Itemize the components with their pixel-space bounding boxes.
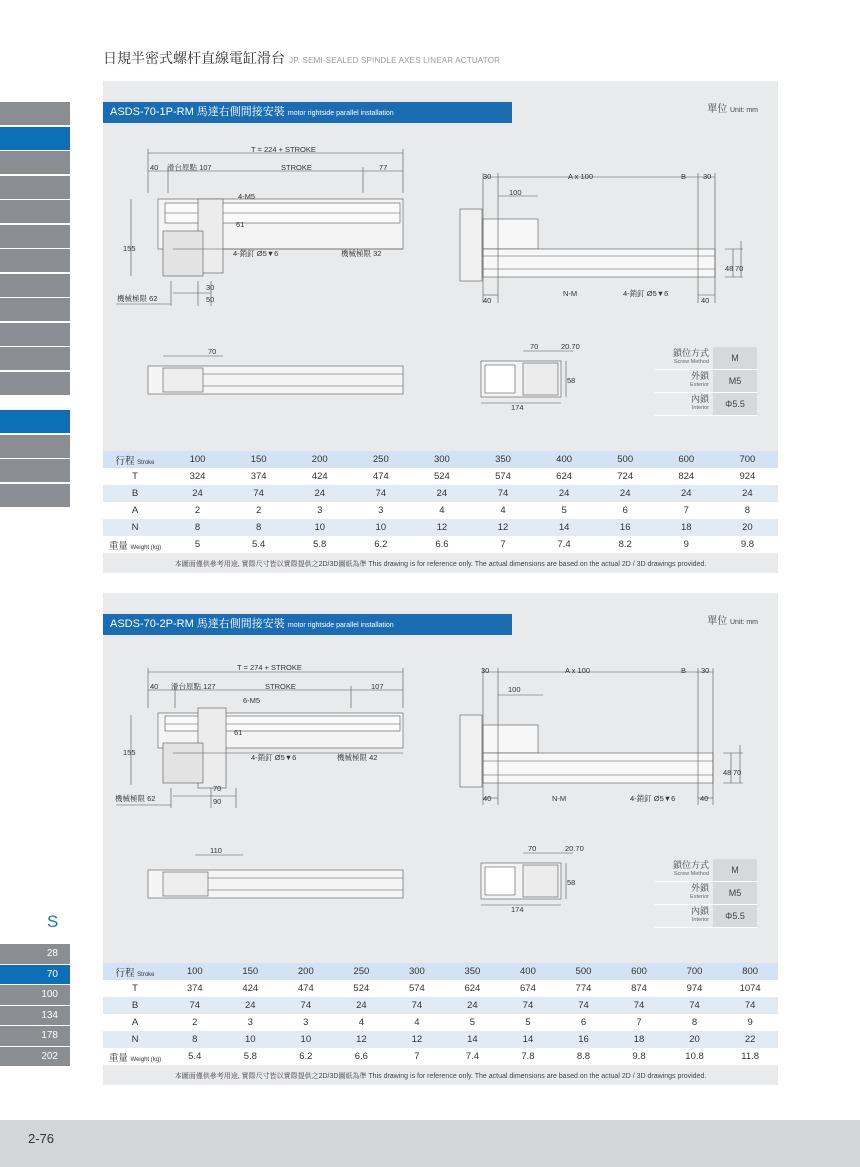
row-label: T (103, 980, 167, 997)
spec-table (655, 347, 757, 416)
footer-bar (0, 1120, 860, 1167)
table-row (103, 485, 778, 502)
dim-pin: 4-銷釘 Ø5▼6 (233, 249, 279, 258)
dim-pin: 4-銷釘 Ø5▼6 (251, 753, 297, 762)
table-cell: 12 (334, 1031, 390, 1048)
table-cell: 8 (667, 1014, 723, 1031)
unit-zh: 單位 (707, 616, 728, 627)
sidebar-tab[interactable] (0, 176, 70, 199)
dim-left: 40 (150, 682, 159, 691)
sidebar-tab[interactable] (0, 372, 70, 395)
spec-key-zh: 外鎖 (690, 371, 709, 381)
row-label: A (103, 1014, 167, 1031)
dim-origin: 滑台原點 127 (171, 682, 216, 691)
stroke-label-en: Stroke (137, 971, 155, 978)
rdim-nm: N-M (552, 794, 567, 803)
row-label (103, 1048, 167, 1065)
table-row (103, 536, 778, 553)
stroke-cell: 350 (445, 963, 501, 980)
spec-key (655, 859, 713, 882)
table-cell: 624 (445, 980, 501, 997)
dim-limit-left: 機械極限 62 (117, 294, 158, 303)
table-cell: 74 (350, 485, 411, 502)
table-cell: 5.4 (167, 1048, 223, 1065)
section-title-en: motor rightside parallel installation (287, 622, 394, 629)
table-cell: 574 (472, 468, 533, 485)
edim-58: 58 (567, 376, 576, 385)
dim-30: 70 (213, 784, 222, 793)
stroke-label-en: Stroke (137, 459, 155, 466)
table-cell: 474 (350, 468, 411, 485)
series-nav (0, 944, 70, 1067)
spec-key-zh: 鎖位方式 (672, 860, 709, 870)
table-cell: 74 (167, 997, 223, 1014)
stroke-label (103, 451, 167, 468)
table-cell: 5 (445, 1014, 501, 1031)
table-cell: 24 (717, 485, 778, 502)
dim-h155: 155 (123, 748, 136, 757)
stroke-cell: 400 (534, 451, 595, 468)
table-cell: 18 (611, 1031, 667, 1048)
stroke-label-zh: 行程 (115, 967, 135, 979)
rdim-ax100: A x 100 (568, 172, 594, 181)
bdim-110: 110 (210, 846, 222, 855)
dim-50: 50 (206, 295, 215, 304)
table-cell: 2 (167, 502, 228, 519)
table-cell: 424 (289, 468, 350, 485)
spec-value: M5 (713, 882, 757, 905)
dim-tap: 4-M5 (238, 192, 256, 201)
spec-key (655, 370, 713, 393)
table-cell: 524 (334, 980, 390, 997)
rdim-30a: 30 (483, 172, 492, 181)
table-cell: 8 (167, 1031, 223, 1048)
series-item[interactable]: 28 (0, 944, 70, 964)
table-cell: 74 (500, 997, 556, 1014)
table-cell: 6 (556, 1014, 612, 1031)
table-cell: 624 (534, 468, 595, 485)
spec-key-en: Screw Method (673, 871, 709, 877)
rdim-40a: 40 (483, 794, 492, 803)
spec-table (655, 859, 757, 928)
row-label: B (103, 997, 167, 1014)
stroke-cell: 200 (289, 451, 350, 468)
reference-note: 本圖面僅供參考用途, 實際尺寸皆以實際提供之2D/3D圖紙為準 This drawing is for reference only. The actual dimensions are based on the actual 2D / 3D drawings provided. (174, 1073, 707, 1080)
stroke-cell: 150 (223, 963, 279, 980)
spec-key (655, 393, 713, 416)
table-cell: 12 (411, 519, 472, 536)
edim-58: 58 (567, 878, 576, 887)
table-row (103, 468, 778, 485)
row-label: B (103, 485, 167, 502)
dim-tap: 6-M5 (243, 696, 261, 705)
table-cell: 824 (656, 468, 717, 485)
table-cell: 8 (167, 519, 228, 536)
table-cell: 22 (722, 1031, 778, 1048)
table-cell: 10 (223, 1031, 279, 1048)
dim-limit-right: 機械極限 42 (337, 753, 378, 762)
table-cell: 5.8 (289, 536, 350, 553)
table-cell: 14 (500, 1031, 556, 1048)
table-cell: 12 (472, 519, 533, 536)
table-cell: 324 (167, 468, 228, 485)
rdim-b: B (681, 172, 687, 181)
dim-right: 77 (379, 163, 388, 172)
table-row (103, 1014, 778, 1031)
table-cell: 374 (167, 980, 223, 997)
sidebar-tab[interactable] (0, 484, 70, 507)
table-cell: 10 (350, 519, 411, 536)
spec-key-zh: 鎖位方式 (672, 348, 709, 358)
table-row (103, 997, 778, 1014)
table-header-row (103, 963, 778, 980)
dim-30: 30 (206, 283, 215, 292)
table-cell: 3 (289, 502, 350, 519)
spec-value: Φ5.5 (713, 393, 757, 416)
table-cell: 8.8 (556, 1048, 612, 1065)
table-cell: 5 (167, 536, 228, 553)
table-cell: 20 (717, 519, 778, 536)
table-cell: 4 (472, 502, 533, 519)
bdim-70: 70 (208, 347, 217, 356)
table-cell: 2 (228, 502, 289, 519)
sidebar-tab[interactable] (0, 225, 70, 248)
unit-en: Unit: mm (730, 107, 758, 114)
table-cell: 6.6 (411, 536, 472, 553)
table-cell: 24 (595, 485, 656, 502)
table-cell: 9.8 (611, 1048, 667, 1065)
row-label-en: Weight (kg) (130, 1056, 162, 1063)
row-label-zh: 重量 (108, 1052, 128, 1064)
spec-key-en: Interior (691, 917, 709, 923)
rdim-b: B (681, 666, 687, 675)
row-label-zh: 重量 (108, 540, 128, 552)
spec-row (655, 859, 757, 882)
stroke-cell: 150 (228, 451, 289, 468)
stroke-cell: 700 (717, 451, 778, 468)
stroke-cell: 600 (611, 963, 667, 980)
table-cell: 24 (334, 997, 390, 1014)
table-cell: 5 (500, 1014, 556, 1031)
table-cell: 14 (445, 1031, 501, 1048)
table-cell: 24 (411, 485, 472, 502)
rdim-100: 100 (508, 685, 521, 694)
table-cell: 4 (334, 1014, 390, 1031)
stroke-cell: 350 (472, 451, 533, 468)
stroke-cell: 400 (500, 963, 556, 980)
section-title-zh: ASDS-70-1P-RM 馬達右側間接安裝 (110, 106, 285, 118)
table-row (103, 980, 778, 997)
edim-174: 174 (511, 403, 524, 412)
page-title-en: JP. SEMI-SEALED SPINDLE AXES LINEAR ACTUATOR (289, 56, 501, 65)
table-row (103, 502, 778, 519)
sidebar-tab[interactable] (0, 323, 70, 346)
dim-limit-left: 機械極限 62 (115, 794, 156, 803)
spec-key (655, 905, 713, 928)
reference-note: 本圖面僅供參考用途, 實際尺寸皆以實際提供之2D/3D圖紙為準 This drawing is for reference only. The actual dimensions are based on the actual 2D / 3D drawings provided. (174, 561, 707, 568)
sidebar-tab[interactable] (0, 249, 70, 272)
dim-limit-right: 機械極限 32 (341, 249, 382, 258)
stroke-cell: 800 (722, 963, 778, 980)
spec-key-en: Exterior (690, 382, 709, 388)
spec-key (655, 347, 713, 370)
rdim-100: 100 (509, 188, 522, 197)
table-cell: 8.2 (595, 536, 656, 553)
row-label: N (103, 1031, 167, 1048)
table-cell: 7 (611, 1014, 667, 1031)
table-cell: 924 (717, 468, 778, 485)
edim-2070: 20.70 (565, 844, 584, 853)
section-2p-panel (103, 593, 778, 1085)
sidebar-tab[interactable] (0, 347, 70, 370)
spec-value: M (713, 347, 757, 370)
sidebar-tab[interactable] (0, 435, 70, 458)
series-item[interactable]: 178 (0, 1026, 70, 1046)
rdim-30b: 30 (703, 172, 712, 181)
series-item[interactable]: 100 (0, 985, 70, 1005)
sidebar-tab[interactable] (0, 298, 70, 321)
rdim-30a: 30 (481, 666, 490, 675)
stroke-cell: 500 (556, 963, 612, 980)
table-cell: 24 (167, 485, 228, 502)
spec-key-en: Interior (691, 405, 709, 411)
table-cell: 474 (278, 980, 334, 997)
dim-left: 40 (150, 163, 159, 172)
table-cell: 9 (656, 536, 717, 553)
row-label (103, 536, 167, 553)
table-cell: 10 (289, 519, 350, 536)
table-cell: 10 (278, 1031, 334, 1048)
sidebar-letter: S (47, 912, 59, 931)
dim-origin: 滑台原點 107 (167, 163, 212, 172)
table-cell: 12 (389, 1031, 445, 1048)
dim-right: 107 (371, 682, 384, 691)
unit-zh: 單位 (707, 104, 728, 115)
spec-row (655, 347, 757, 370)
row-label: N (103, 519, 167, 536)
rdim-48: 48 (723, 768, 732, 777)
row-label: T (103, 468, 167, 485)
table-cell: 74 (389, 997, 445, 1014)
table-cell: 24 (445, 997, 501, 1014)
stroke-cell: 250 (334, 963, 390, 980)
table-cell: 7 (656, 502, 717, 519)
table-cell: 9.8 (717, 536, 778, 553)
sidebar-tab[interactable] (0, 151, 70, 174)
table-cell: 574 (389, 980, 445, 997)
spec-key-en: Screw Method (673, 359, 709, 365)
edim-70: 70 (528, 844, 537, 853)
table-cell: 14 (534, 519, 595, 536)
table-cell: 724 (595, 468, 656, 485)
table-cell: 74 (278, 997, 334, 1014)
table-cell: 24 (656, 485, 717, 502)
sidebar-tab[interactable] (0, 274, 70, 297)
dim-50: 90 (213, 797, 222, 806)
row-label-en: Weight (kg) (130, 544, 162, 551)
table-row (103, 519, 778, 536)
spec-key (655, 882, 713, 905)
series-item[interactable]: 202 (0, 1047, 70, 1067)
rdim-nm: N-M (563, 289, 578, 298)
rdim-48: 48 (725, 264, 734, 273)
dim-total: T = 274 + STROKE (237, 663, 302, 672)
table-cell: 424 (223, 980, 279, 997)
rdim-30b: 30 (701, 666, 710, 675)
table-cell: 16 (556, 1031, 612, 1048)
dim-h61: 61 (234, 728, 243, 737)
stroke-cell: 300 (411, 451, 472, 468)
sidebar-tab[interactable] (0, 102, 70, 125)
table-cell: 974 (667, 980, 723, 997)
stroke-cell: 200 (278, 963, 334, 980)
table-cell: 5.8 (223, 1048, 279, 1065)
row-label: A (103, 502, 167, 519)
table-cell: 20 (667, 1031, 723, 1048)
edim-70: 70 (530, 342, 539, 351)
table-row (103, 1031, 778, 1048)
table-row (103, 1048, 778, 1065)
table-cell: 74 (472, 485, 533, 502)
spec-key-zh: 內鎖 (690, 394, 709, 404)
stroke-cell: 700 (667, 963, 723, 980)
table-cell: 6.6 (334, 1048, 390, 1065)
dim-stroke: STROKE (265, 682, 296, 691)
spec-row (655, 393, 757, 416)
table-cell: 74 (556, 997, 612, 1014)
table-cell: 524 (411, 468, 472, 485)
table-cell: 6.2 (350, 536, 411, 553)
table-cell: 8 (228, 519, 289, 536)
dimension-table (103, 963, 778, 1065)
table-cell: 11.8 (722, 1048, 778, 1065)
table-cell: 16 (595, 519, 656, 536)
spec-value: M5 (713, 370, 757, 393)
table-cell: 5 (534, 502, 595, 519)
table-cell: 7.4 (445, 1048, 501, 1065)
table-cell: 74 (611, 997, 667, 1014)
rdim-70: 70 (733, 768, 742, 777)
table-cell: 2 (167, 1014, 223, 1031)
stroke-cell: 100 (167, 963, 223, 980)
table-cell: 24 (223, 997, 279, 1014)
edim-2070: 20.70 (561, 342, 580, 351)
spec-value: M (713, 859, 757, 882)
dim-stroke: STROKE (281, 163, 312, 172)
rdim-40b: 40 (700, 794, 709, 803)
stroke-label-zh: 行程 (115, 455, 135, 467)
table-cell: 18 (656, 519, 717, 536)
stroke-cell: 100 (167, 451, 228, 468)
spec-row (655, 370, 757, 393)
page-number: 2-76 (28, 1131, 55, 1146)
sidebar-tab-active[interactable] (0, 127, 70, 150)
spec-value: Φ5.5 (713, 905, 757, 928)
table-cell: 674 (500, 980, 556, 997)
table-cell: 74 (228, 485, 289, 502)
stroke-cell: 250 (350, 451, 411, 468)
table-cell: 10.8 (667, 1048, 723, 1065)
sidebar-tabs-lower (0, 410, 70, 508)
unit-en: Unit: mm (730, 619, 758, 626)
table-cell: 8 (717, 502, 778, 519)
dim-total: T = 224 + STROKE (251, 145, 316, 154)
rdim-40a: 40 (483, 296, 492, 305)
rdim-ax100: A x 100 (565, 666, 591, 675)
series-item[interactable]: 134 (0, 1006, 70, 1026)
sidebar-tab-active[interactable] (0, 410, 70, 433)
table-cell: 7 (472, 536, 533, 553)
table-cell: 374 (228, 468, 289, 485)
sidebar-tab[interactable] (0, 200, 70, 223)
table-cell: 7 (389, 1048, 445, 1065)
table-cell: 4 (389, 1014, 445, 1031)
dim-h155: 155 (123, 244, 136, 253)
table-cell: 3 (278, 1014, 334, 1031)
series-item-active[interactable]: 70 (0, 965, 70, 985)
dim-h61: 61 (236, 220, 245, 229)
table-cell: 74 (722, 997, 778, 1014)
spec-row (655, 882, 757, 905)
table-cell: 24 (534, 485, 595, 502)
stroke-cell: 300 (389, 963, 445, 980)
table-cell: 74 (667, 997, 723, 1014)
page-title-zh: 日規半密式螺杆直線電缸滑台 (103, 50, 285, 66)
table-cell: 4 (411, 502, 472, 519)
stroke-cell: 500 (595, 451, 656, 468)
dimension-table (103, 451, 778, 553)
section-title-en: motor rightside parallel installation (287, 110, 394, 117)
spec-key-en: Exterior (690, 894, 709, 900)
table-cell: 9 (722, 1014, 778, 1031)
table-cell: 3 (223, 1014, 279, 1031)
rdim-70: 70 (735, 264, 744, 273)
section-title-zh: ASDS-70-2P-RM 馬達右側間接安裝 (110, 618, 285, 630)
table-cell: 3 (350, 502, 411, 519)
stroke-label (103, 963, 167, 980)
table-cell: 5.4 (228, 536, 289, 553)
sidebar-tabs-upper (0, 102, 70, 396)
table-cell: 874 (611, 980, 667, 997)
stroke-cell: 600 (656, 451, 717, 468)
table-cell: 24 (289, 485, 350, 502)
edim-174: 174 (511, 905, 524, 914)
table-header-row (103, 451, 778, 468)
section-1p-panel (103, 81, 778, 573)
rdim-pin: 4-銷釘 Ø5▼6 (630, 794, 676, 803)
sidebar-tab[interactable] (0, 459, 70, 482)
table-cell: 1074 (722, 980, 778, 997)
table-cell: 774 (556, 980, 612, 997)
page-title (103, 48, 500, 68)
rdim-40b: 40 (701, 296, 710, 305)
rdim-pin: 4-銷釘 Ø5▼6 (623, 289, 669, 298)
table-cell: 6.2 (278, 1048, 334, 1065)
spec-row (655, 905, 757, 928)
table-cell: 6 (595, 502, 656, 519)
table-cell: 7.4 (534, 536, 595, 553)
spec-key-zh: 內鎖 (690, 906, 709, 916)
spec-key-zh: 外鎖 (690, 883, 709, 893)
table-cell: 7.8 (500, 1048, 556, 1065)
